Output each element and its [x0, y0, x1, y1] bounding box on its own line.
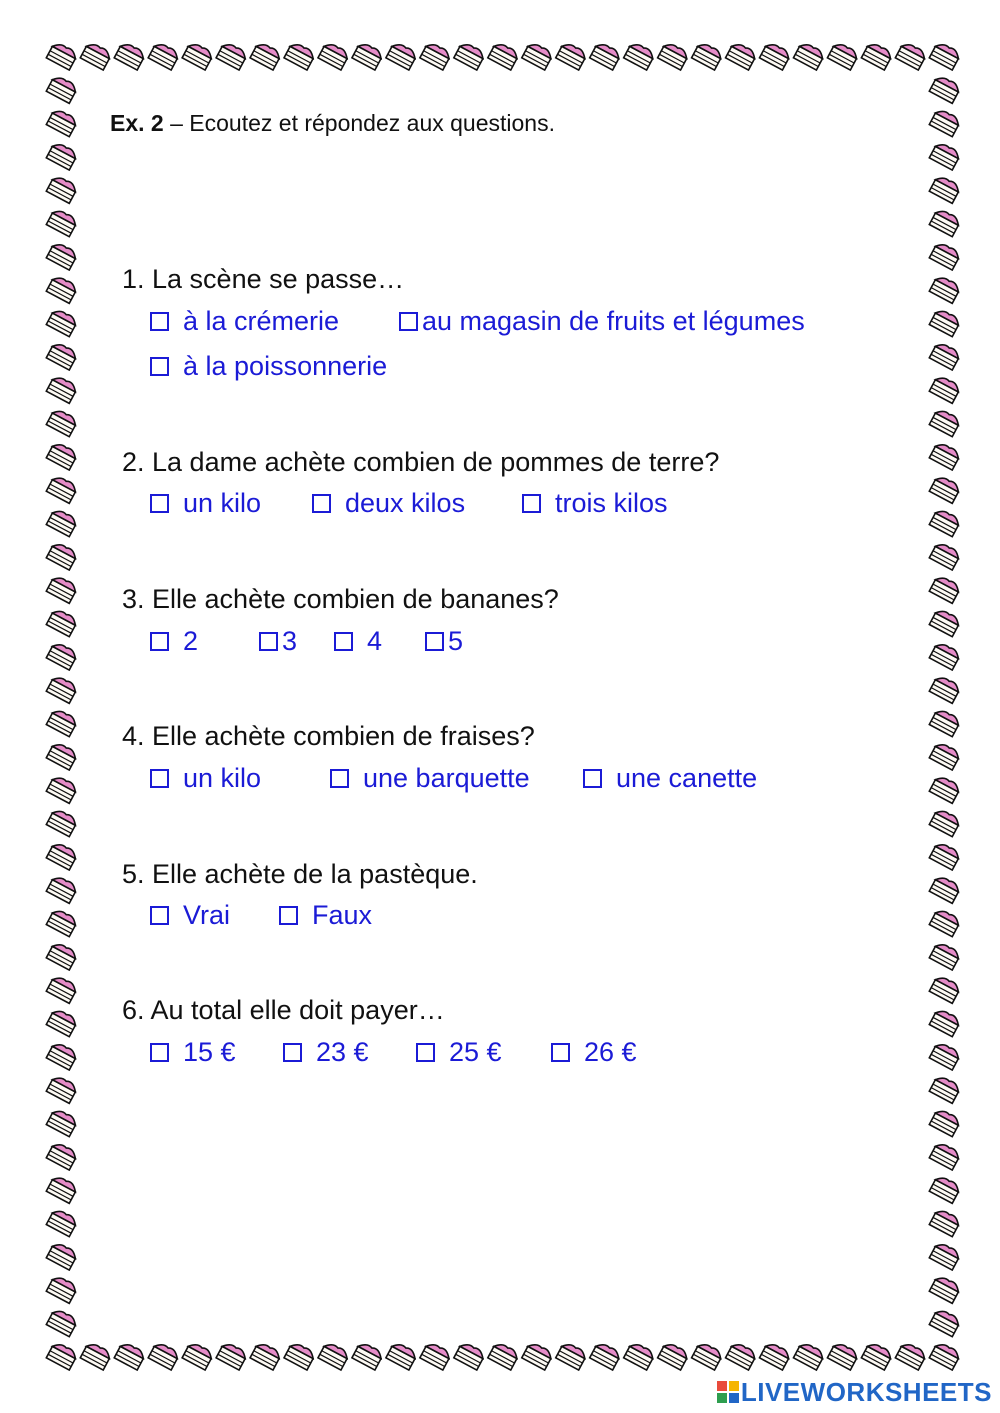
cake-slice-icon — [46, 1241, 78, 1270]
cake-slice-icon — [284, 1341, 316, 1370]
checkbox[interactable] — [551, 1043, 570, 1062]
brand-text: LIVEWORKSHEETS — [740, 1376, 992, 1407]
cake-slice-icon — [929, 308, 961, 337]
cake-slice-icon — [929, 541, 961, 570]
cake-slice-icon — [386, 1341, 418, 1370]
checkbox[interactable] — [312, 494, 331, 513]
cake-slice-icon — [895, 41, 927, 70]
exercise-label: Ex. 2 — [110, 110, 164, 136]
cake-slice-icon — [929, 1041, 961, 1070]
cake-slice-icon — [46, 541, 78, 570]
checkbox[interactable] — [150, 769, 169, 788]
cake-slice-icon — [692, 41, 724, 70]
cake-slice-icon — [46, 1341, 78, 1370]
cake-slice-icon — [46, 41, 78, 70]
cake-slice-icon — [46, 708, 78, 737]
cake-slice-icon — [929, 608, 961, 637]
checkbox[interactable] — [334, 632, 353, 651]
cake-slice-icon — [861, 41, 893, 70]
cake-slice-icon — [929, 574, 961, 603]
cake-slice-icon — [929, 1174, 961, 1203]
cake-slice-icon — [929, 1074, 961, 1103]
cake-slice-icon — [80, 41, 112, 70]
q4-option-1[interactable]: un kilo — [150, 763, 261, 794]
cake-slice-icon — [929, 708, 961, 737]
cake-slice-icon — [46, 274, 78, 303]
cake-slice-icon — [929, 74, 961, 103]
cake-slice-icon — [929, 741, 961, 770]
cake-slice-icon — [929, 941, 961, 970]
cake-slice-icon — [929, 841, 961, 870]
q4-option-3[interactable]: une canette — [583, 763, 757, 794]
cake-slice-icon — [46, 174, 78, 203]
q6-option-2[interactable]: 23 € — [283, 1037, 369, 1068]
q3-option-1[interactable]: 2 — [150, 626, 198, 657]
cake-slice-icon — [658, 1341, 690, 1370]
cake-slice-icon — [46, 941, 78, 970]
cake-slice-icon — [46, 108, 78, 137]
cake-slice-icon — [352, 41, 384, 70]
cake-slice-icon — [793, 1341, 825, 1370]
cake-slice-icon — [284, 41, 316, 70]
cake-slice-icon — [216, 41, 248, 70]
liveworksheets-logo-icon — [717, 1381, 739, 1403]
cake-slice-icon — [929, 474, 961, 503]
cake-slice-icon — [46, 74, 78, 103]
cake-slice-icon — [590, 1341, 622, 1370]
cake-slice-icon — [46, 741, 78, 770]
cake-slice-icon — [929, 908, 961, 937]
q3-option-3[interactable]: 4 — [334, 626, 382, 657]
cake-slice-icon — [46, 1274, 78, 1303]
cake-slice-icon — [46, 908, 78, 937]
cake-slice-icon — [522, 41, 554, 70]
checkbox[interactable] — [283, 1043, 302, 1062]
q2-option-3[interactable]: trois kilos — [522, 488, 668, 519]
question-4: 4. Elle achète combien de fraises? — [122, 721, 535, 751]
cake-slice-icon — [929, 441, 961, 470]
cake-slice-icon — [726, 41, 758, 70]
question-3: 3. Elle achète combien de bananes? — [122, 584, 559, 614]
q1-option-2[interactable]: au magasin de fruits et légumes — [399, 306, 805, 337]
cake-slice-icon — [929, 974, 961, 1003]
cake-slice-icon — [182, 1341, 214, 1370]
cake-slice-icon — [929, 241, 961, 270]
cake-slice-icon — [46, 641, 78, 670]
cake-slice-icon — [929, 141, 961, 170]
q5-option-1[interactable]: Vrai — [150, 900, 230, 931]
checkbox[interactable] — [279, 906, 298, 925]
cake-slice-icon — [46, 141, 78, 170]
cake-slice-icon — [488, 1341, 520, 1370]
cake-slice-icon — [929, 1141, 961, 1170]
cake-slice-icon — [929, 1008, 961, 1037]
cake-slice-icon — [250, 1341, 282, 1370]
checkbox[interactable] — [522, 494, 541, 513]
checkbox[interactable] — [583, 769, 602, 788]
cake-slice-icon — [929, 108, 961, 137]
cake-slice-icon — [827, 41, 859, 70]
q4-option-2[interactable]: une barquette — [330, 763, 530, 794]
checkbox[interactable] — [150, 357, 169, 376]
cake-slice-icon — [624, 1341, 656, 1370]
cake-slice-icon — [46, 374, 78, 403]
cake-slice-icon — [827, 1341, 859, 1370]
checkbox[interactable] — [150, 494, 169, 513]
cake-slice-icon — [929, 1241, 961, 1270]
cake-slice-icon — [929, 41, 961, 70]
cake-slice-icon — [929, 174, 961, 203]
checkbox[interactable] — [399, 312, 418, 331]
cake-slice-icon — [929, 408, 961, 437]
cake-slice-icon — [148, 1341, 180, 1370]
cake-slice-icon — [386, 41, 418, 70]
cake-slice-icon — [726, 1341, 758, 1370]
cake-slice-icon — [46, 241, 78, 270]
question-5: 5. Elle achète de la pastèque. — [122, 859, 478, 889]
cake-slice-icon — [556, 1341, 588, 1370]
cake-slice-icon — [929, 508, 961, 537]
cake-slice-icon — [46, 408, 78, 437]
cake-slice-icon — [46, 774, 78, 803]
cake-slice-icon — [46, 1308, 78, 1337]
cake-slice-icon — [420, 1341, 452, 1370]
cake-slice-icon — [46, 808, 78, 837]
cake-slice-icon — [46, 1108, 78, 1137]
cake-slice-icon — [929, 374, 961, 403]
q6-option-4[interactable]: 26 € — [551, 1037, 637, 1068]
checkbox[interactable] — [416, 1043, 435, 1062]
cake-slice-icon — [759, 41, 791, 70]
q6-option-3[interactable]: 25 € — [416, 1037, 502, 1068]
cake-slice-icon — [114, 41, 146, 70]
q6-option-1[interactable]: 15 € — [150, 1037, 236, 1068]
cake-slice-icon — [624, 41, 656, 70]
cake-slice-icon — [929, 341, 961, 370]
cake-slice-icon — [46, 1074, 78, 1103]
question-1: 1. La scène se passe… — [122, 264, 405, 294]
cake-slice-icon — [658, 41, 690, 70]
q3-option-2[interactable]: 3 — [259, 626, 297, 657]
cake-slice-icon — [46, 841, 78, 870]
cake-slice-icon — [522, 1341, 554, 1370]
cake-slice-icon — [46, 974, 78, 1003]
cake-slice-icon — [318, 41, 350, 70]
question-6: 6. Au total elle doit payer… — [122, 995, 445, 1025]
liveworksheets-branding — [717, 1377, 992, 1407]
checkbox[interactable] — [150, 312, 169, 331]
cake-slice-icon — [929, 1208, 961, 1237]
checkbox[interactable] — [330, 769, 349, 788]
cake-slice-icon — [250, 41, 282, 70]
cake-slice-icon — [148, 41, 180, 70]
cake-slice-icon — [590, 41, 622, 70]
cake-slice-icon — [46, 208, 78, 237]
cake-slice-icon — [46, 1008, 78, 1037]
cake-slice-icon — [929, 808, 961, 837]
q1-option-1[interactable]: à la crémerie — [150, 306, 339, 337]
cake-slice-icon — [46, 674, 78, 703]
cake-slice-icon — [929, 1274, 961, 1303]
cake-slice-icon — [454, 41, 486, 70]
cake-slice-icon — [352, 1341, 384, 1370]
cake-slice-icon — [182, 41, 214, 70]
cake-slice-icon — [929, 874, 961, 903]
cake-slice-icon — [46, 574, 78, 603]
cake-slice-icon — [46, 508, 78, 537]
cake-slice-icon — [46, 1174, 78, 1203]
cake-slice-icon — [46, 874, 78, 903]
checkbox[interactable] — [259, 632, 278, 651]
cake-slice-icon — [929, 1341, 961, 1370]
cake-slice-icon — [46, 1041, 78, 1070]
cake-slice-icon — [46, 341, 78, 370]
cake-slice-icon — [929, 641, 961, 670]
q2-option-2[interactable]: deux kilos — [312, 488, 465, 519]
question-2: 2. La dame achète combien de pommes de terre? — [122, 447, 720, 477]
checkbox[interactable] — [150, 632, 169, 651]
q1-option-3[interactable]: à la poissonnerie — [150, 351, 387, 382]
cake-slice-icon — [929, 208, 961, 237]
q2-option-1[interactable]: un kilo — [150, 488, 261, 519]
cake-slice-icon — [318, 1341, 350, 1370]
cake-slice-icon — [46, 1141, 78, 1170]
cake-slice-icon — [454, 1341, 486, 1370]
cake-slice-icon — [929, 274, 961, 303]
cake-slice-icon — [556, 41, 588, 70]
cake-slice-icon — [861, 1341, 893, 1370]
exercise-instruction: – Ecoutez et répondez aux questions. — [170, 110, 555, 136]
cake-slice-icon — [46, 441, 78, 470]
cake-slice-icon — [46, 608, 78, 637]
cake-slice-icon — [46, 474, 78, 503]
checkbox[interactable] — [150, 1043, 169, 1062]
cake-slice-icon — [759, 1341, 791, 1370]
exercise-header — [110, 110, 555, 137]
cake-slice-icon — [216, 1341, 248, 1370]
cake-slice-icon — [929, 1308, 961, 1337]
q5-option-2[interactable]: Faux — [279, 900, 372, 931]
cake-slice-icon — [80, 1341, 112, 1370]
cake-slice-icon — [895, 1341, 927, 1370]
cake-slice-icon — [46, 1208, 78, 1237]
cake-slice-icon — [488, 41, 520, 70]
cake-slice-icon — [929, 674, 961, 703]
cake-slice-icon — [793, 41, 825, 70]
cake-slice-icon — [114, 1341, 146, 1370]
checkbox[interactable] — [425, 632, 444, 651]
q3-option-4[interactable]: 5 — [425, 626, 463, 657]
cake-slice-icon — [929, 774, 961, 803]
cake-slice-icon — [420, 41, 452, 70]
cake-slice-icon — [929, 1108, 961, 1137]
cake-slice-icon — [46, 308, 78, 337]
checkbox[interactable] — [150, 906, 169, 925]
cake-slice-icon — [692, 1341, 724, 1370]
